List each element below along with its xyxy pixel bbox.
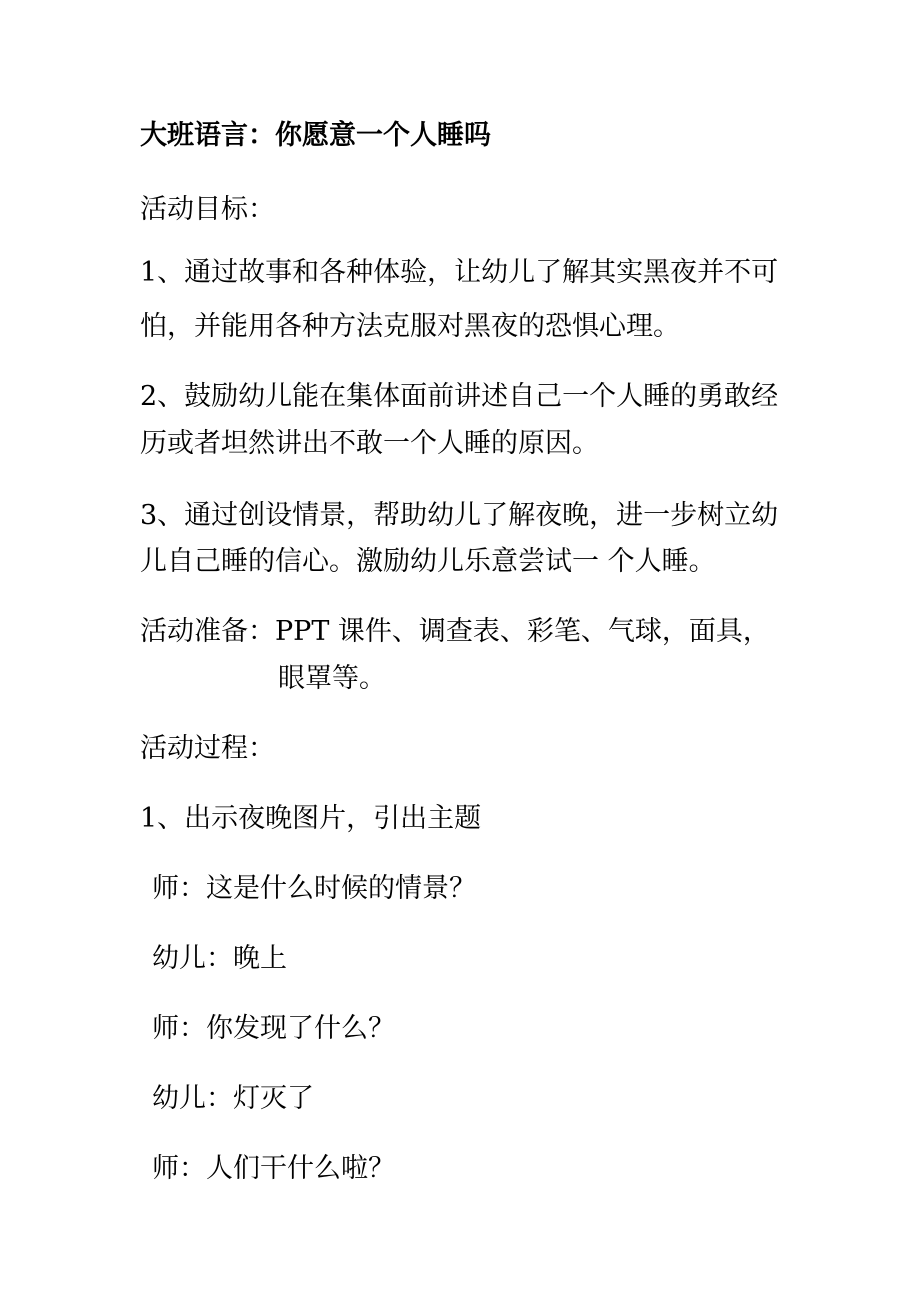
dialog-line: 师：人们干什么啦？ [152,1153,395,1184]
dialog-line: 师：你发现了什么？ [152,1013,395,1044]
goal-2-line-1: 2、鼓励幼儿能在集体面前讲述自己一个人睡的勇敢经 [140,381,779,412]
goal-3-line-1: 3、通过创设情景，帮助幼儿了解夜晚，进一步树立幼 [140,500,779,531]
goal-2-line-2: 历或者坦然讲出不敢一个人睡的原因。 [140,428,599,459]
goals-heading: 活动目标： [140,194,275,225]
dialog-line: 师：这是什么时候的情景？ [152,873,476,904]
preparation-line-1: 活动准备：PPT 课件、调查表、彩笔、气球，面具， [140,616,770,647]
process-heading: 活动过程： [140,733,275,764]
goal-3-line-2: 儿自己睡的信心。激励幼儿乐意尝试一 个人睡。 [140,546,716,577]
preparation-line-2: 眼罩等。 [278,663,386,694]
dialog-line: 幼儿：灯灭了 [152,1083,314,1114]
goal-1-line-1: 1、通过故事和各种体验，让幼儿了解其实黑夜并不可 [140,257,779,288]
goal-1-line-2: 怕，并能用各种方法克服对黑夜的恐惧心理。 [140,311,680,342]
dialog-line: 幼儿：晚上 [152,943,287,974]
document-title: 大班语言：你愿意一个人睡吗 [140,120,491,151]
step-1: 1、出示夜晚图片，引出主题 [140,803,482,834]
